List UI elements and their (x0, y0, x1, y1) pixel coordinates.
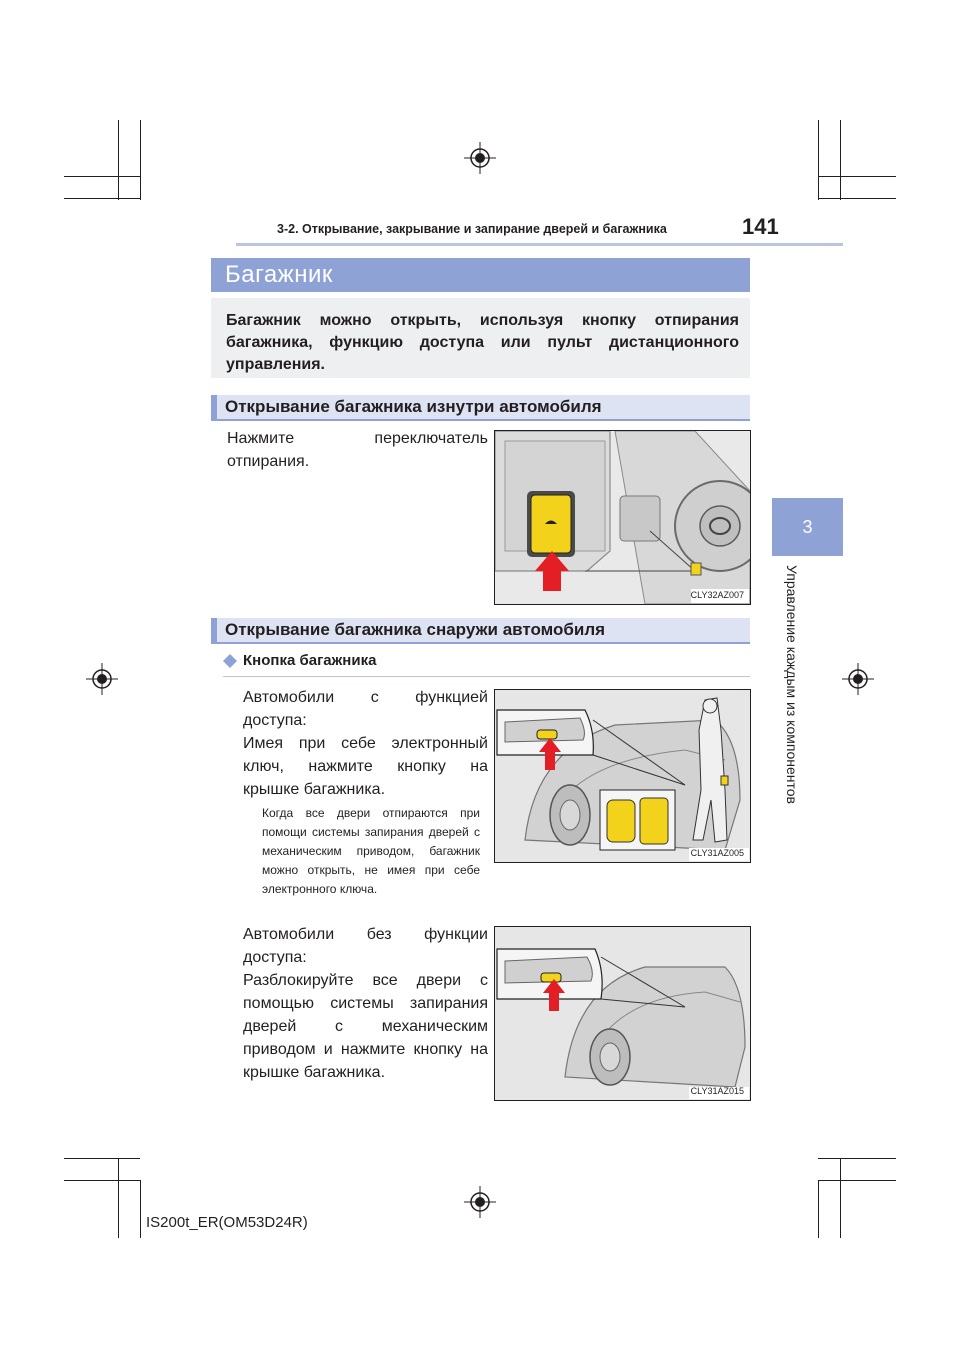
figure-trunk-no-key (494, 926, 751, 1101)
without-access-text: Разблокируйте все двери с помощью системы запирания дверей с механическим приводом и нажмите кнопку на крышке багажника. (243, 972, 488, 1081)
subheading-outside (211, 618, 750, 644)
crop-mark (64, 198, 140, 199)
diamond-bullet-icon (223, 654, 237, 668)
with-access-label: Автомобили с функцией доступа: (243, 689, 488, 729)
figure-label: CLY32AZ007 (690, 590, 744, 600)
interior-illustration (495, 431, 750, 604)
figure-interior-switch (494, 430, 751, 605)
subheading-outside-text: Открывание багажника снаружи автомобиля (225, 620, 606, 639)
trunk-no-key-illustration (495, 927, 750, 1100)
crop-mark (840, 120, 841, 200)
chapter-side-title-text: Управление каждым из компонентов (784, 565, 800, 804)
subheading-marker (211, 395, 217, 419)
figure-label: CLY31AZ005 (690, 848, 744, 858)
crop-mark (840, 1158, 841, 1238)
subheading-marker (211, 618, 217, 642)
note-text: Когда все двери отпираются при помощи системы запирания дверей с механическим приводом, багажник можно открыть, не имея при себе электронного ключа. (262, 806, 480, 896)
figure-label: CLY31AZ015 (690, 1086, 744, 1096)
header-rule (236, 243, 843, 246)
crop-mark (140, 1180, 141, 1238)
crop-mark (818, 1180, 896, 1181)
crop-mark (118, 1158, 119, 1238)
registration-target-icon (464, 142, 496, 174)
trunk-key-illustration (495, 690, 750, 862)
button-subheading-text: Кнопка багажника (243, 652, 377, 669)
crop-mark (818, 198, 896, 199)
registration-target-icon (842, 663, 874, 695)
crop-mark (140, 120, 141, 200)
section-title: Багажник (211, 258, 750, 292)
chapter-side-title (784, 565, 802, 825)
crop-mark (818, 1180, 819, 1238)
figure-trunk-key (494, 689, 751, 863)
crop-mark (64, 176, 140, 177)
registration-target-icon (86, 663, 118, 695)
button-subheading (223, 652, 750, 677)
crop-mark (818, 1158, 896, 1159)
crop-mark (818, 176, 896, 177)
intro-box: Багажник можно открыть, используя кнопку отпирания багажника, функцию доступа или пульт дистанционного управления. (211, 298, 750, 378)
crop-mark (118, 120, 119, 200)
without-access-label: Автомобили без функции доступа: (243, 926, 488, 966)
registration-target-icon (464, 1186, 496, 1218)
subheading-inside-text: Открывание багажника изнутри автомобиля (225, 397, 602, 416)
chapter-tab: 3 (772, 498, 843, 556)
crop-mark (818, 120, 819, 200)
running-header: 3-2. Открывание, закрывание и запирание дверей и багажника (277, 222, 667, 236)
model-code: IS200t_ER(OM53D24R) (146, 1214, 308, 1231)
crop-mark (64, 1180, 140, 1181)
with-access-text: Имея при себе электронный ключ, нажмите кнопку на крышке багажника. (243, 735, 488, 798)
instruction-inside: Нажмите переключатель отпирания. (227, 430, 488, 470)
subheading-inside (211, 395, 750, 421)
page-number: 141 (742, 214, 779, 239)
crop-mark (64, 1158, 140, 1159)
